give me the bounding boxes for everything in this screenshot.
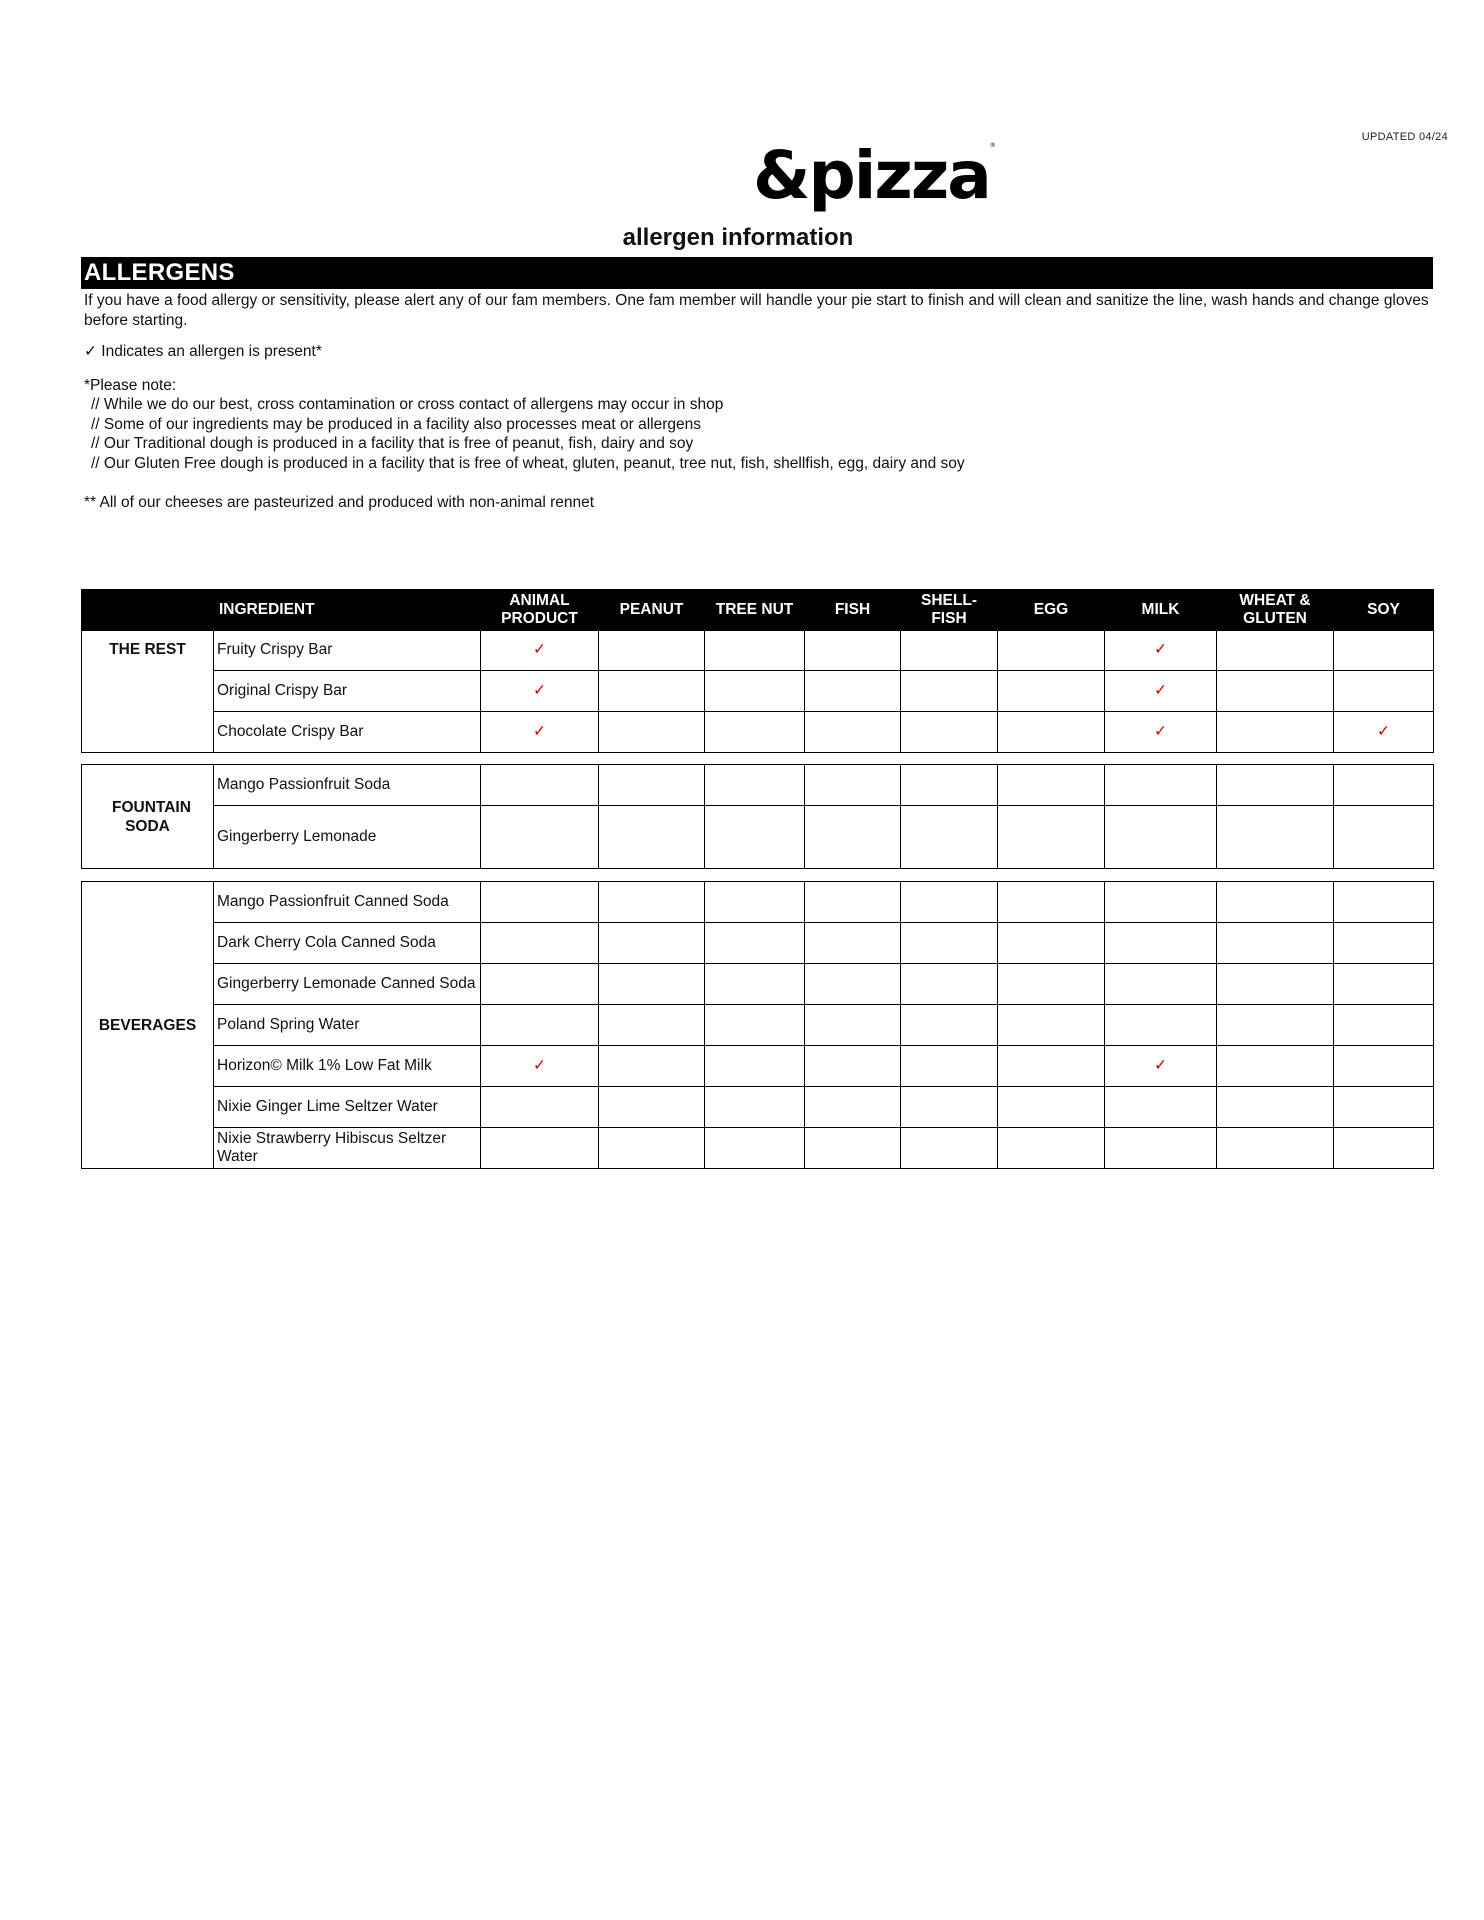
allergen-check xyxy=(805,1087,901,1128)
allergen-check xyxy=(599,1005,705,1046)
allergen-check xyxy=(805,923,901,964)
ingredient-name: Nixie Strawberry Hibiscus Seltzer Water xyxy=(214,1128,481,1169)
allergen-check xyxy=(705,712,805,753)
header-milk: MILK xyxy=(1105,590,1217,631)
allergen-check xyxy=(1105,1087,1217,1128)
allergen-check xyxy=(1334,882,1434,923)
allergen-check xyxy=(901,964,998,1005)
header-category xyxy=(82,590,214,631)
allergen-check xyxy=(1334,630,1434,671)
table-row xyxy=(82,1087,1434,1128)
notes-block xyxy=(84,376,1429,474)
allergen-check xyxy=(998,765,1105,806)
allergen-check xyxy=(998,1087,1105,1128)
allergen-check xyxy=(805,630,901,671)
allergen-check xyxy=(1217,671,1334,712)
allergen-check: ✓ xyxy=(1105,712,1217,753)
intro-block xyxy=(84,291,1429,513)
allergen-check xyxy=(901,671,998,712)
allergen-check xyxy=(998,671,1105,712)
category-label: BEVERAGES xyxy=(82,882,214,1169)
allergen-check xyxy=(1217,630,1334,671)
allergen-check xyxy=(1217,712,1334,753)
allergen-check xyxy=(1217,806,1334,869)
table-row xyxy=(82,964,1434,1005)
allergen-check xyxy=(805,671,901,712)
allergen-check xyxy=(599,630,705,671)
allergen-check xyxy=(805,882,901,923)
allergen-check xyxy=(1217,923,1334,964)
header-tree-nut: TREE NUT xyxy=(705,590,805,631)
allergen-check: ✓ xyxy=(481,630,599,671)
allergen-check xyxy=(805,964,901,1005)
allergen-check xyxy=(805,765,901,806)
ingredient-name: Gingerberry Lemonade xyxy=(214,806,481,869)
allergen-check xyxy=(998,806,1105,869)
allergen-check: ✓ xyxy=(1334,712,1434,753)
allergen-check xyxy=(481,1128,599,1169)
header-fish: FISH xyxy=(805,590,901,631)
allergen-check xyxy=(1334,964,1434,1005)
allergen-check xyxy=(901,765,998,806)
notes-title: *Please note: xyxy=(84,376,177,394)
allergen-check xyxy=(805,712,901,753)
allergen-check xyxy=(1105,765,1217,806)
allergen-check xyxy=(705,806,805,869)
allergen-check xyxy=(1217,964,1334,1005)
table-row xyxy=(82,671,1434,712)
allergen-check xyxy=(1217,882,1334,923)
allergen-check xyxy=(599,1087,705,1128)
allergen-check: ✓ xyxy=(1105,1046,1217,1087)
category-label: THE REST xyxy=(82,630,214,753)
allergen-check xyxy=(705,923,805,964)
allergen-check: ✓ xyxy=(1105,630,1217,671)
allergen-check xyxy=(1217,1005,1334,1046)
table-row xyxy=(82,1046,1434,1087)
allergen-check xyxy=(705,1128,805,1169)
allergen-check: ✓ xyxy=(1105,671,1217,712)
note-line: // While we do our best, cross contamination or cross contact of allergens may occur in shop xyxy=(91,396,724,413)
allergen-check xyxy=(1217,1087,1334,1128)
ingredient-name: Mango Passionfruit Soda xyxy=(214,765,481,806)
allergen-check xyxy=(481,1087,599,1128)
allergen-check xyxy=(998,923,1105,964)
allergen-check xyxy=(1217,765,1334,806)
allergen-check: ✓ xyxy=(481,712,599,753)
allergen-check xyxy=(481,1005,599,1046)
allergen-check xyxy=(901,1046,998,1087)
logo-text: &pizza xyxy=(753,137,990,214)
allergen-check xyxy=(705,1005,805,1046)
allergen-check xyxy=(599,1046,705,1087)
table-row xyxy=(82,806,1434,869)
allergen-check xyxy=(599,923,705,964)
allergen-check xyxy=(599,765,705,806)
allergen-check xyxy=(901,1087,998,1128)
allergen-check xyxy=(705,765,805,806)
allergen-check xyxy=(805,806,901,869)
allergen-check: ✓ xyxy=(481,671,599,712)
ingredient-name: Horizon© Milk 1% Low Fat Milk xyxy=(214,1046,481,1087)
header-shellfish: SHELL- FISH xyxy=(901,590,998,631)
allergen-check xyxy=(901,1128,998,1169)
allergen-check xyxy=(1105,923,1217,964)
allergen-check xyxy=(805,1046,901,1087)
allergen-check xyxy=(1334,1087,1434,1128)
allergen-check xyxy=(705,964,805,1005)
allergen-check xyxy=(1334,923,1434,964)
allergen-check xyxy=(1334,806,1434,869)
allergen-check xyxy=(705,671,805,712)
allergen-check xyxy=(599,964,705,1005)
ingredient-name: Poland Spring Water xyxy=(214,1005,481,1046)
cheese-note: ** All of our cheeses are pasteurized and produced with non-animal rennet xyxy=(84,494,595,511)
section-band: ALLERGENS xyxy=(81,257,1433,289)
section-the-rest xyxy=(81,629,1434,753)
page-title: allergen information xyxy=(622,224,854,251)
allergen-check xyxy=(599,882,705,923)
header-wheat-gluten: WHEAT & GLUTEN xyxy=(1217,590,1334,631)
table-row xyxy=(82,882,1434,923)
allergen-check xyxy=(1334,1005,1434,1046)
allergen-check xyxy=(998,712,1105,753)
allergen-check xyxy=(1334,1046,1434,1087)
allergen-check xyxy=(705,630,805,671)
brand-logo xyxy=(753,137,996,214)
allergen-check xyxy=(901,923,998,964)
allergen-check xyxy=(599,671,705,712)
allergen-check xyxy=(901,806,998,869)
ingredient-name: Original Crispy Bar xyxy=(214,671,481,712)
table-row xyxy=(82,1128,1434,1169)
allergen-check xyxy=(481,806,599,869)
allergen-check xyxy=(998,882,1105,923)
ingredient-name: Chocolate Crispy Bar xyxy=(214,712,481,753)
header-soy: SOY xyxy=(1334,590,1434,631)
section-fountain-soda xyxy=(81,764,1434,869)
allergen-check xyxy=(805,1128,901,1169)
header-animal-product: ANIMAL PRODUCT xyxy=(481,590,599,631)
allergen-check xyxy=(481,765,599,806)
header-egg: EGG xyxy=(998,590,1105,631)
allergen-check xyxy=(1334,765,1434,806)
table-row xyxy=(82,630,1434,671)
allergen-check xyxy=(599,806,705,869)
allergen-check xyxy=(481,964,599,1005)
note-line: // Our Gluten Free dough is produced in a facility that is free of wheat, gluten, peanut, tree nut, fish, shellfish, egg, dairy and soy xyxy=(91,454,965,472)
section-beverages xyxy=(81,881,1434,1169)
table-row xyxy=(82,712,1434,753)
allergen-check xyxy=(1334,671,1434,712)
intro-text: If you have a food allergy or sensitivity, please alert any of our fam members. One fam member will handle your pie start to finish and will clean and sanitize the line, wash hands and change gloves before starting. xyxy=(84,292,1429,329)
allergen-check xyxy=(1105,1005,1217,1046)
note-line: // Our Traditional dough is produced in a facility that is free of peanut, fish, dairy and soy xyxy=(91,435,694,452)
table-row xyxy=(82,923,1434,964)
allergen-check: ✓ xyxy=(481,1046,599,1087)
ingredient-name: Dark Cherry Cola Canned Soda xyxy=(214,923,481,964)
allergen-check xyxy=(805,1005,901,1046)
ingredient-name: Fruity Crispy Bar xyxy=(214,630,481,671)
allergen-check xyxy=(998,1005,1105,1046)
allergen-check xyxy=(998,1046,1105,1087)
allergen-check xyxy=(705,1087,805,1128)
allergen-check xyxy=(705,1046,805,1087)
allergen-check xyxy=(1105,806,1217,869)
allergen-check xyxy=(998,964,1105,1005)
ingredient-name: Nixie Ginger Lime Seltzer Water xyxy=(214,1087,481,1128)
allergen-check xyxy=(1105,882,1217,923)
allergen-check xyxy=(901,712,998,753)
allergen-check xyxy=(901,882,998,923)
allergen-check xyxy=(901,1005,998,1046)
table-row xyxy=(82,1005,1434,1046)
allergen-check xyxy=(1105,1128,1217,1169)
allergen-check xyxy=(998,630,1105,671)
note-line: // Some of our ingredients may be produced in a facility also processes meat or allergens xyxy=(91,415,701,433)
legend-text: ✓ Indicates an allergen is present* xyxy=(84,343,322,360)
logo-registered-mark: ® xyxy=(989,142,996,149)
allergen-check xyxy=(481,923,599,964)
header-peanut: PEANUT xyxy=(599,590,705,631)
header-ingredient: INGREDIENT xyxy=(214,590,481,631)
allergen-check xyxy=(705,882,805,923)
allergen-check xyxy=(1334,1128,1434,1169)
allergen-check xyxy=(481,882,599,923)
allergen-check xyxy=(599,712,705,753)
ingredient-name: Mango Passionfruit Canned Soda xyxy=(214,882,481,923)
allergen-check xyxy=(901,630,998,671)
updated-date: UPDATED 04/24 xyxy=(1361,131,1448,143)
allergen-check xyxy=(998,1128,1105,1169)
table-row xyxy=(82,765,1434,806)
allergen-check xyxy=(1217,1128,1334,1169)
category-label: FOUNTAIN SODA xyxy=(82,765,214,869)
allergen-check xyxy=(1105,964,1217,1005)
header-row xyxy=(82,590,1434,631)
allergen-table-header xyxy=(81,589,1434,631)
allergen-check xyxy=(1217,1046,1334,1087)
allergen-check xyxy=(599,1128,705,1169)
ingredient-name: Gingerberry Lemonade Canned Soda xyxy=(214,964,481,1005)
